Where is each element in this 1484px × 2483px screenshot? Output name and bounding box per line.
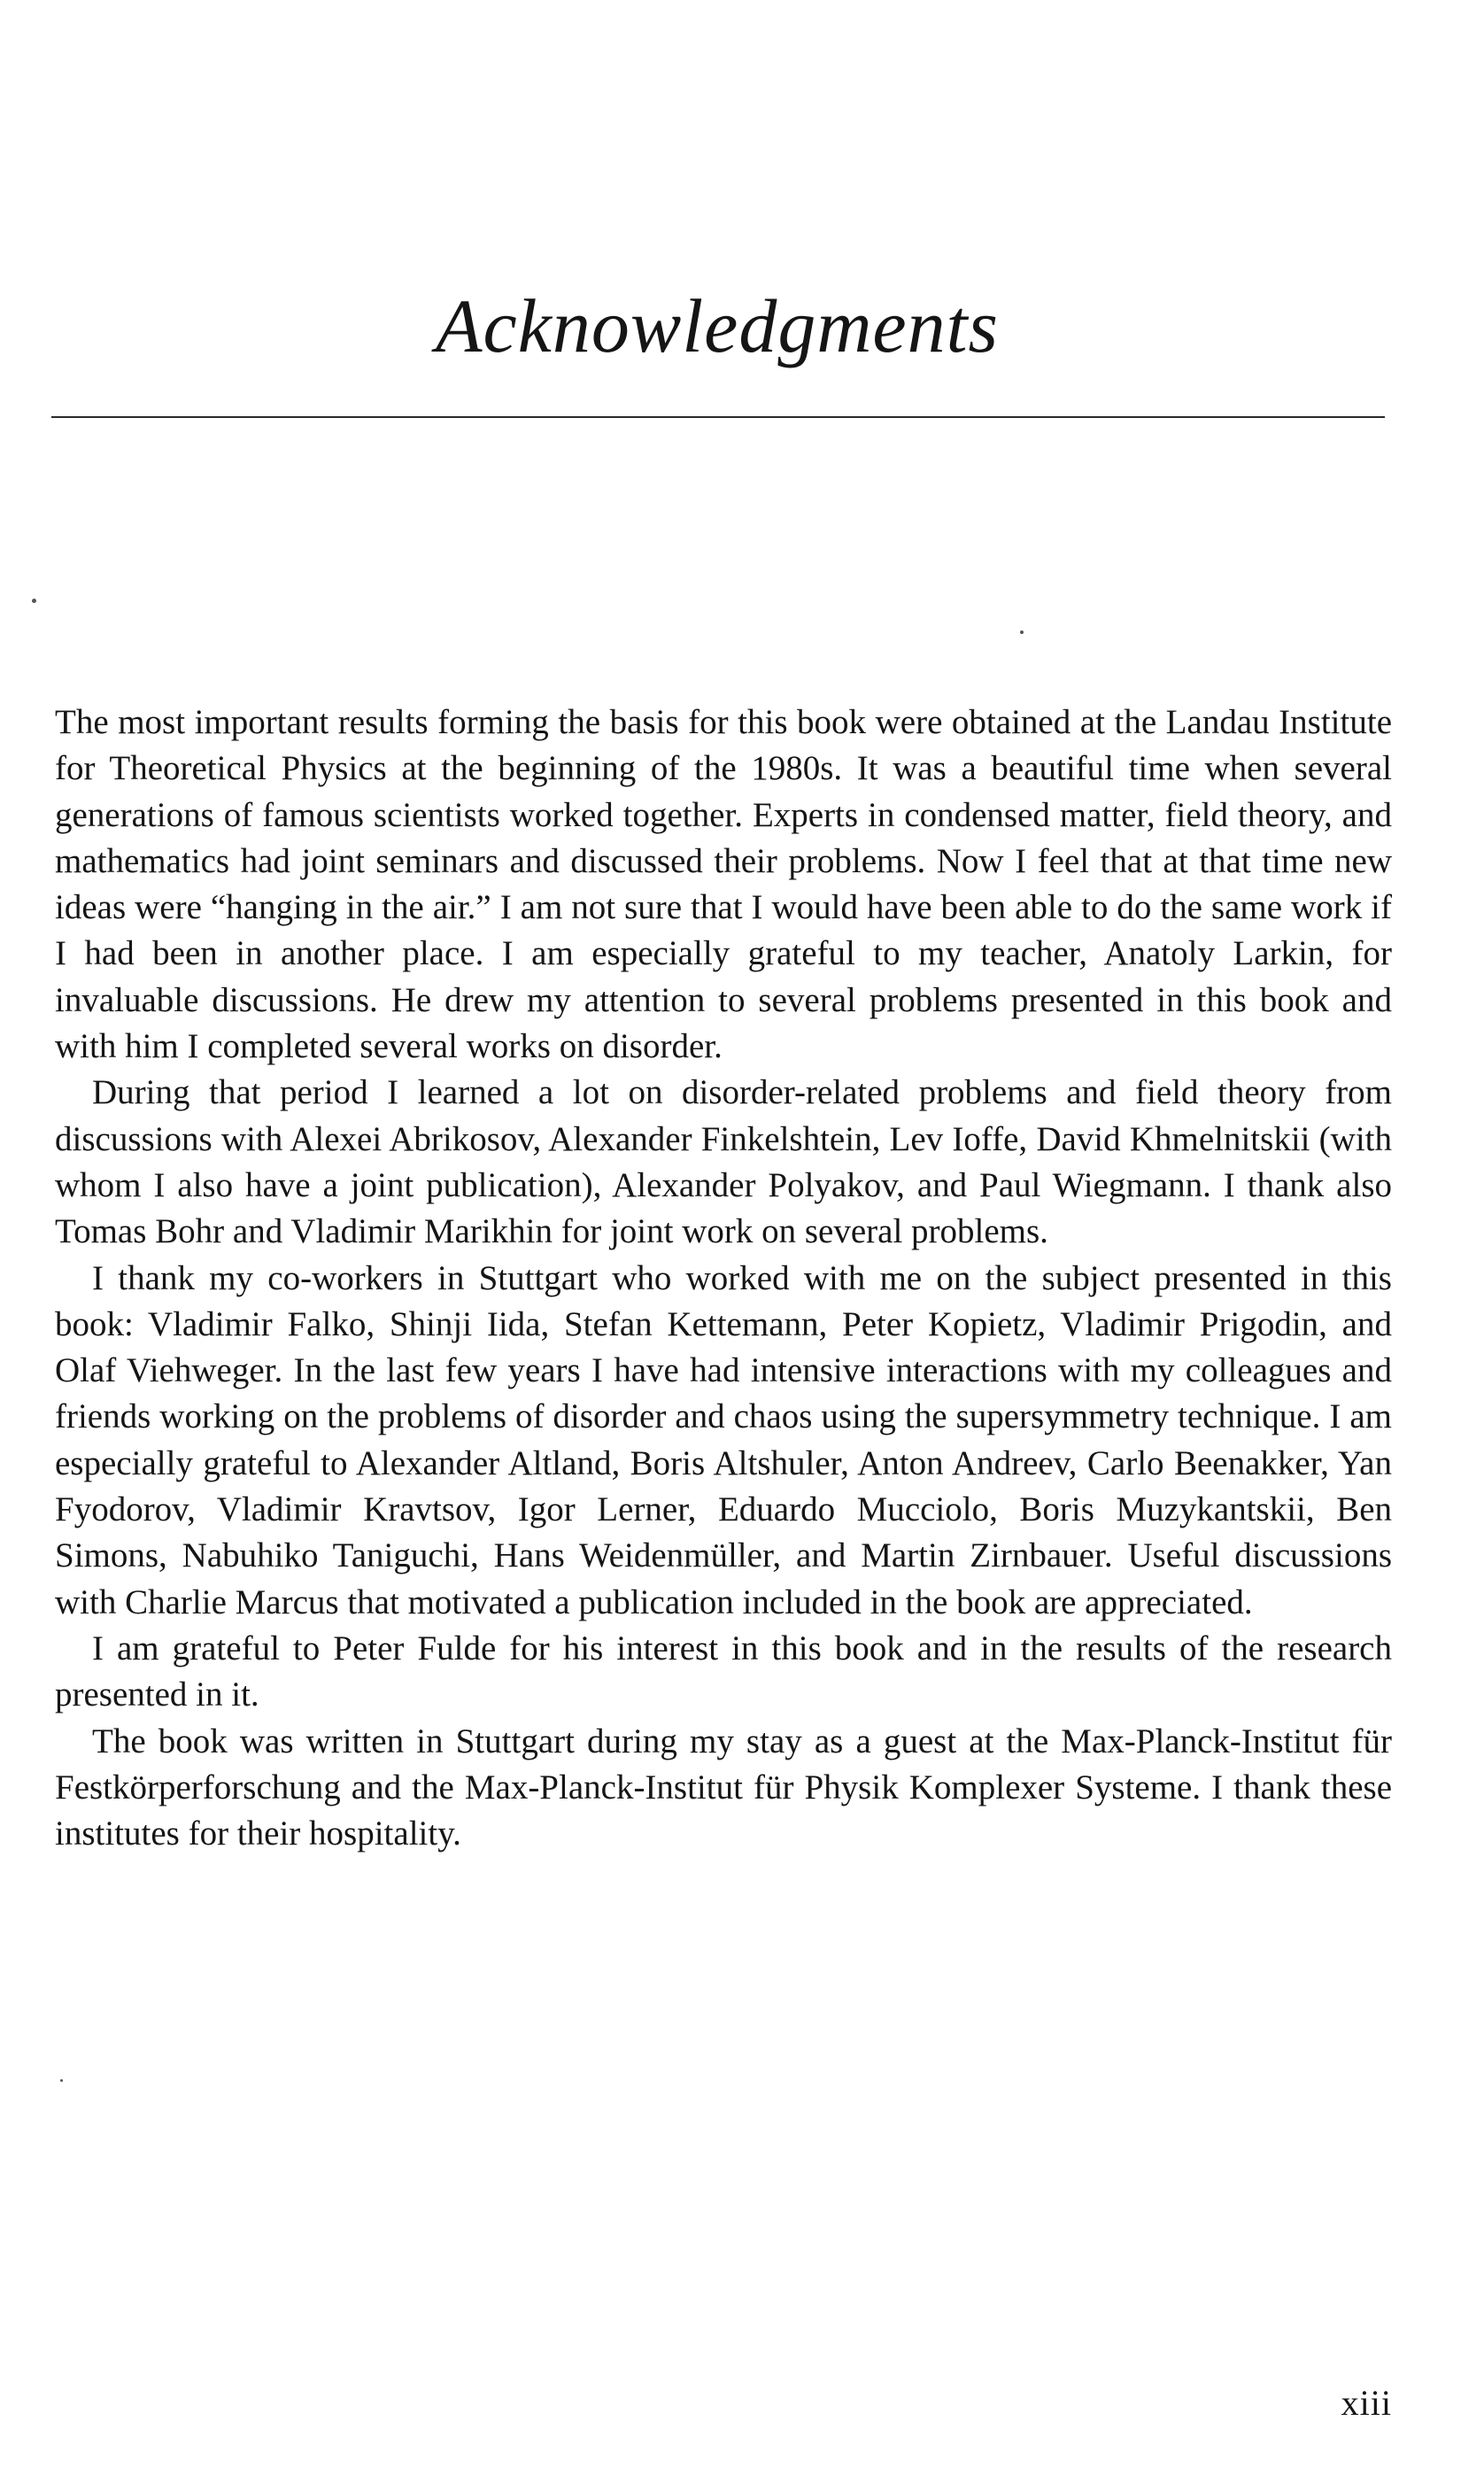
- scan-speck: [32, 599, 36, 603]
- paragraph-4: I am grateful to Peter Fulde for his interest in this book and in the results of the research presented in it.: [55, 1628, 1392, 1714]
- paragraph-1: The most important results forming the basis for this book were obtained at the Landau Institute for Theoretical Physics at the beginning of the 1980s. It was a beautiful time when several generations of famous scientists worked together. Experts in condensed matter, field theory, and mathematics had joint seminars and discussed their problems. Now I feel that at that time new ideas were “hanging in the air.” I am not sure that I would have been able to do the same work if I had been in another place. I am especially grateful to my teacher, Anatoly Larkin, for invaluable discussions. He drew my attention to several problems presented in this book and with him I completed several works on disorder.: [55, 703, 1392, 1066]
- paragraph-5: The book was written in Stuttgart during my stay as a guest at the Max-Planck-Institut für Festkörperforschung and the Max-Planck-Institut für Physik Komplexer Systeme. I thank these institutes for their hospitality.: [55, 1721, 1392, 1853]
- paragraph-2: During that period I learned a lot on disorder-related problems and field theory from discussions with Alexei Abrikosov, Alexander Finkelshtein, Lev Ioffe, David Khmelnitskii (with whom I also have a joint publication), Alexander Polyakov, and Paul Wiegmann. I thank also Tomas Bohr and Vladimir Marikhin for joint work on several problems.: [55, 1073, 1392, 1251]
- paragraph-3: I thank my co-workers in Stuttgart who worked with me on the subject presented in this book: Vladimir Falko, Shinji Iida, Stefan Kettemann, Peter Kopietz, Vladimir Prigodin, and Olaf Viehweger. In the last few years I have had intensive interactions with my colleagues and friends working on the problems of disorder and chaos using the supersymmetry technique. I am especially grateful to Alexander Altland, Boris Altshuler, Anton Andreev, Carlo Beenakker, Yan Fyodorov, Vladimir Kravtsov, Igor Lerner, Eduardo Mucciolo, Boris Muzykantskii, Ben Simons, Nabuhiko Taniguchi, Hans Weidenmüller, and Martin Zirnbauer. Useful discussions with Charlie Marcus that motivated a publication included in the book are appreciated.: [55, 1258, 1392, 1621]
- scan-speck: [1020, 630, 1024, 634]
- page-number: xiii: [1341, 2383, 1392, 2423]
- page-title: Acknowledgments: [436, 283, 999, 368]
- scan-speck: [60, 2079, 63, 2082]
- acknowledgments-body: [55, 700, 1392, 1857]
- title-rule: [51, 416, 1385, 418]
